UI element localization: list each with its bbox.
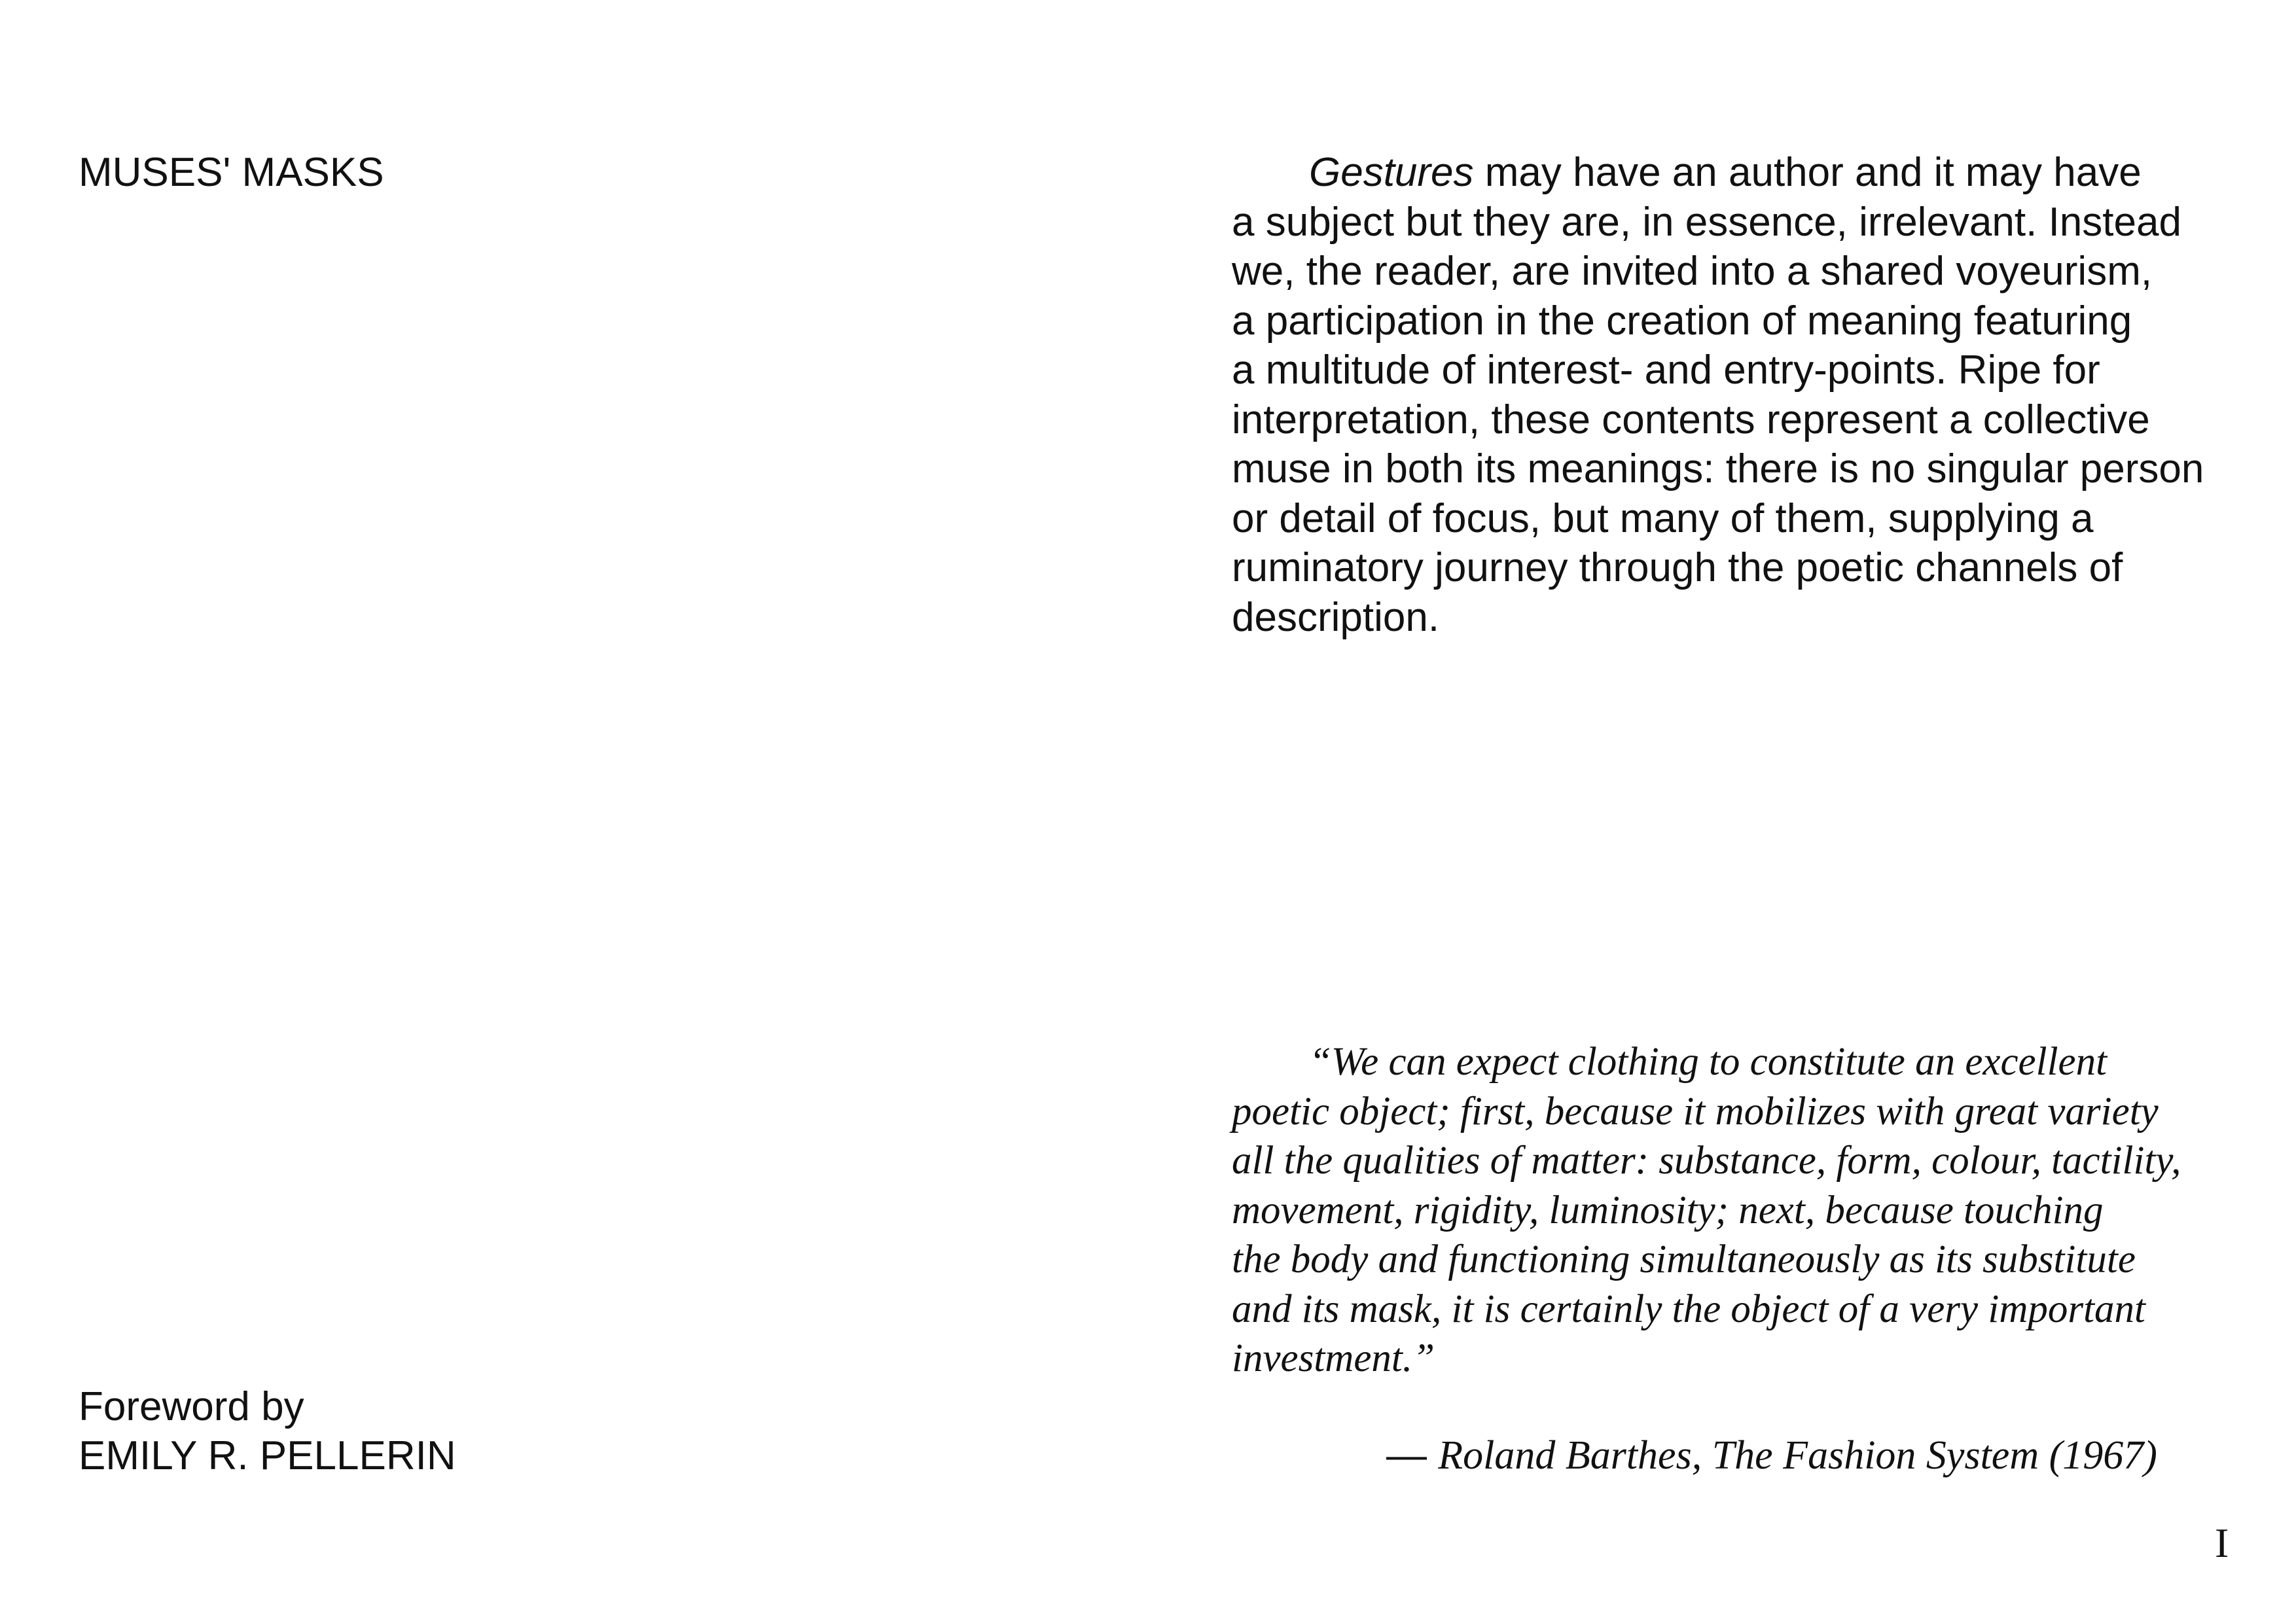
- body-line: a subject but they are, in essence, irrelevant. Instead: [1232, 199, 2181, 245]
- body-line-text: may have an author and it may have: [1473, 150, 2142, 195]
- body-line: interpretation, these contents represent a collective: [1232, 397, 2150, 442]
- attribution-dash: —: [1386, 1433, 1439, 1478]
- body-line: a participation in the creation of meaning featuring: [1232, 298, 2132, 344]
- body-line: [1232, 148, 2253, 198]
- foreword-credit: [79, 1382, 456, 1480]
- quote-line: and its mask, it is certainly the object of a very important: [1232, 1287, 2146, 1331]
- quote-line: movement, rigidity, luminosity; next, because touching: [1232, 1188, 2104, 1232]
- quote-line: poetic object; first, because it mobilizes with great variety: [1232, 1089, 2159, 1133]
- foreword-author: EMILY R. PELLERIN: [79, 1433, 456, 1478]
- epigraph-quote: [1232, 1037, 2253, 1383]
- attribution-source: Roland Barthes, The Fashion System (1967): [1438, 1433, 2157, 1478]
- quote-line: all the qualities of matter: substance, form, colour, tactility,: [1232, 1139, 2181, 1183]
- quote-line: investment.”: [1232, 1336, 1435, 1380]
- body-paragraph: [1232, 148, 2253, 642]
- book-title: MUSES' MASKS: [79, 150, 384, 195]
- page-number: I: [2215, 1520, 2229, 1566]
- body-italic-lead: Gestures: [1309, 150, 1474, 195]
- body-line: we, the reader, are invited into a shared voyeurism,: [1232, 249, 2153, 294]
- quote-attribution: [1386, 1431, 2157, 1480]
- quote-line: the body and functioning simultaneously as its substitute: [1232, 1238, 2136, 1281]
- body-line: muse in both its meanings: there is no singular person: [1232, 446, 2204, 491]
- foreword-label: Foreword by: [79, 1384, 304, 1429]
- body-line: a multitude of interest- and entry-points. Ripe for: [1232, 348, 2100, 393]
- body-line: ruminatory journey through the poetic channels of: [1232, 545, 2123, 590]
- quote-line: “We can expect clothing to constitute an excellent: [1309, 1040, 2108, 1084]
- body-line: description.: [1232, 594, 1440, 640]
- body-line: or detail of focus, but many of them, supplying a: [1232, 495, 2094, 541]
